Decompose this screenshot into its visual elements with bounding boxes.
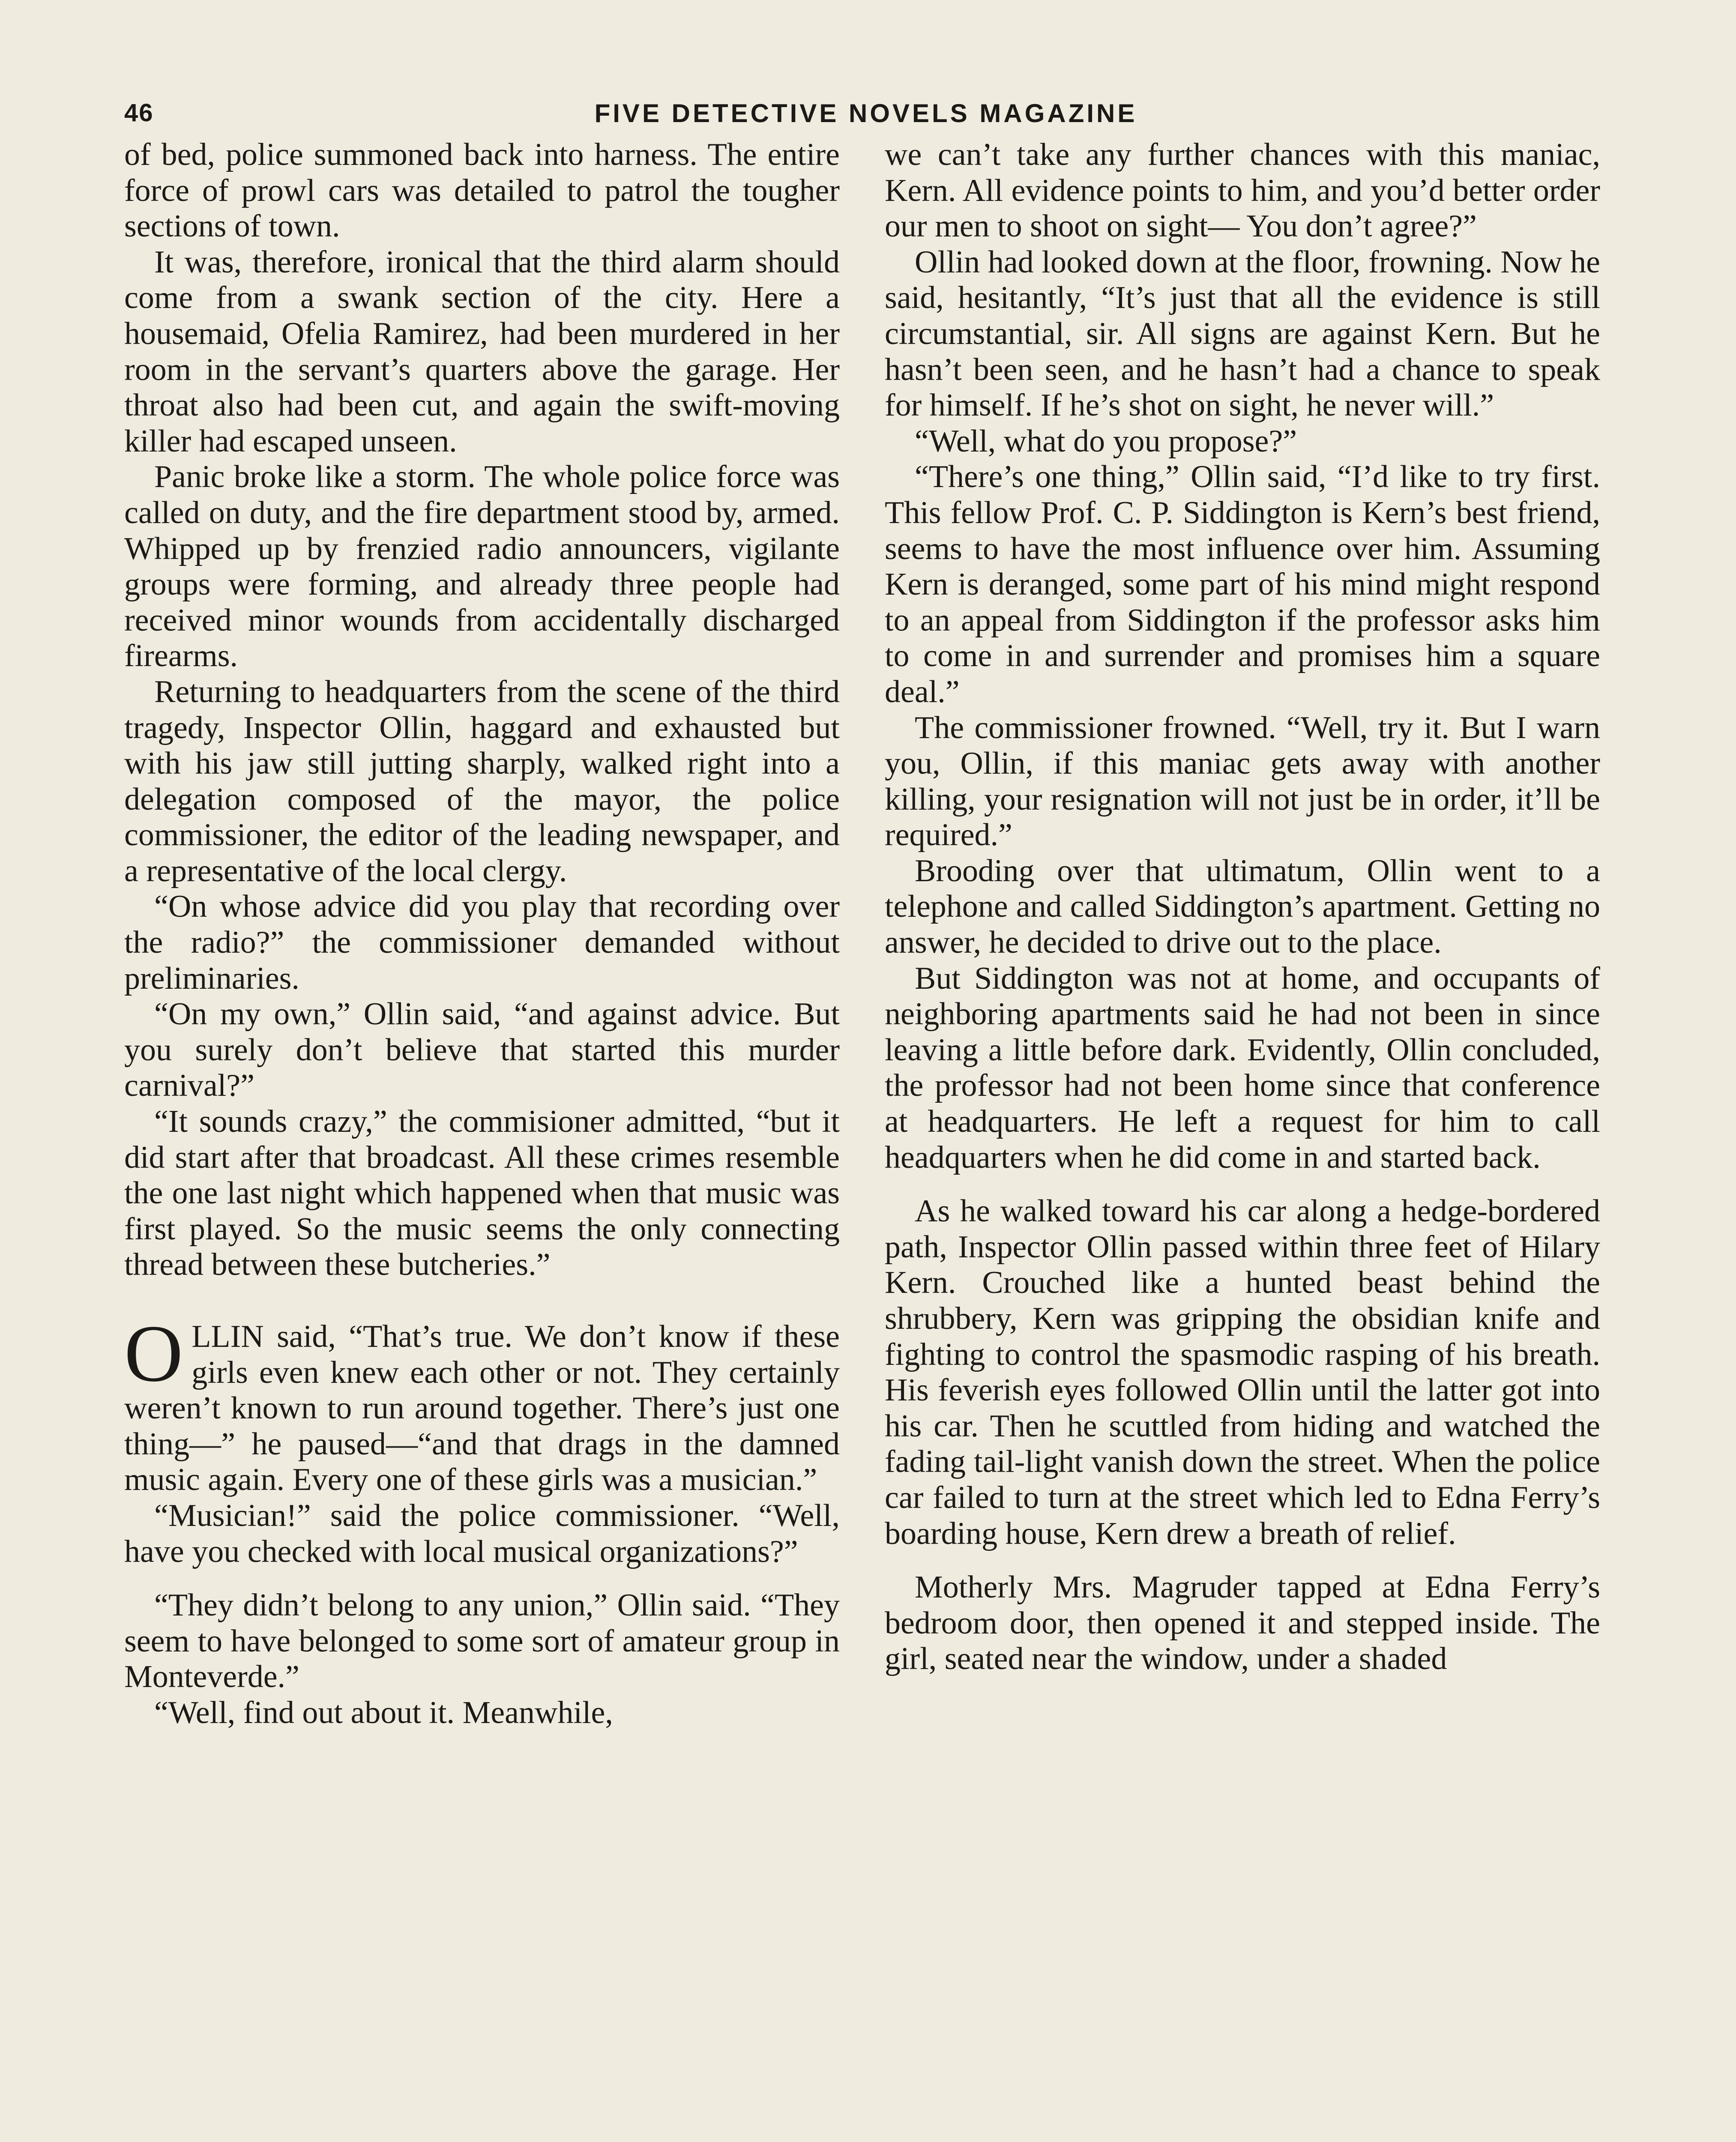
paragraph: we can’t take any further chances with this maniac, Kern. All evidence points to him, and you’d better order our men to shoot on sight— You don’t agree?”	[885, 137, 1600, 244]
paragraph: “On my own,” Ollin said, “and against advice. But you surely don’t believe that started this murder carnival?”	[124, 996, 840, 1104]
section-opening-paragraph	[124, 1309, 840, 1498]
paragraph: “It sounds crazy,” the commisioner admitted, “but it did start after that broadcast. All these crimes resemble the one last night which happened when that music was first played. So the music seems the only connecting thread between these butcheries.”	[124, 1104, 840, 1283]
right-column	[885, 137, 1600, 1677]
paragraph: The commissioner frowned. “Well, try it. But I warn you, Ollin, if this maniac gets away with another killing, your resignation will not just be in order, it’ll be required.”	[885, 710, 1600, 853]
paragraph: “They didn’t belong to any union,” Ollin said. “They seem to have belonged to some sort of amateur group in Monteverde.”	[124, 1588, 840, 1695]
magazine-title: FIVE DETECTIVE NOVELS MAGAZINE	[594, 99, 1137, 128]
paragraph: “Well, what do you propose?”	[915, 423, 1297, 459]
paragraph: “Musician!” said the police commissioner. “Well, have you checked with local musical organizations?”	[124, 1498, 840, 1569]
paragraph: “Well, find out about it. Meanwhile,	[154, 1695, 613, 1730]
paragraph: As he walked toward his car along a hedge-bordered path, Inspector Ollin passed within three feet of Hilary Kern. Crouched like a hunted beast behind the shrubbery, Kern was gripping the obsidian knife and fighting to control the spasmodic rasping of his breath. His feverish eyes followed Ollin until the latter got into his car. Then he scuttled from hiding and watched the fading tail-light vanish down the street. When the police car failed to turn at the street which led to Edna Ferry’s boarding house, Kern drew a breath of relief.	[885, 1194, 1600, 1551]
paragraph-text: LLIN said, “That’s true. We don’t know if these girls even knew each other or not. They certainly weren’t known to run around together. There’s just one thing—” he paused—“and that drags in the damned music again. Every one of these girls was a musician.”	[124, 1319, 840, 1498]
paragraph: Returning to headquarters from the scene of the third tragedy, Inspector Ollin, haggard and exhausted but with his jaw still jutting sharply, walked right into a delegation composed of the mayor, the police commissioner, the editor of the leading newspaper, and a representative of the local clergy.	[124, 674, 840, 889]
paragraph: Panic broke like a storm. The whole police force was called on duty, and the fire department stood by, armed. Whipped up by frenzied radio announcers, vigilante groups were forming, and already three people had received minor wounds from accidentally discharged firearms.	[124, 459, 840, 674]
paragraph: of bed, police summoned back into harness. The entire force of prowl cars was detailed to patrol the tougher sections of town.	[124, 137, 840, 244]
running-head	[124, 99, 1607, 137]
paragraph: Motherly Mrs. Magruder tapped at Edna Ferry’s bedroom door, then opened it and stepped inside. The girl, seated near the window, under a shaded	[885, 1570, 1600, 1677]
paragraph: It was, therefore, ironical that the third alarm should come from a swank section of the city. Here a housemaid, Ofelia Ramirez, had been murdered in her room in the servant’s quarters above the garage. Her throat also had been cut, and again the swift-moving killer had escaped unseen.	[124, 244, 840, 459]
paragraph: Ollin had looked down at the floor, frowning. Now he said, hesitantly, “It’s just that all the evidence is still circumstantial, sir. All signs are against Kern. But he hasn’t been seen, and he hasn’t had a chance to speak for himself. If he’s shot on sight, he never will.”	[885, 244, 1600, 423]
page-number: 46	[124, 99, 154, 127]
paragraph: “There’s one thing,” Ollin said, “I’d like to try first. This fellow Prof. C. P. Siddington is Kern’s best friend, seems to have the most influence over him. Assuming Kern is deranged, some part of his mind might respond to an appeal from Siddington if the professor asks him to come in and surrender and promises him a square deal.”	[885, 459, 1600, 709]
left-column	[124, 137, 840, 1731]
paragraph: “On whose advice did you play that recording over the radio?” the commissioner demanded without preliminaries.	[124, 889, 840, 996]
paragraph: But Siddington was not at home, and occupants of neighboring apartments said he had not been in since leaving a little before dark. Evidently, Ollin concluded, the professor had not been home since that conference at headquarters. He left a request for him to call headquarters when he did come in and started back.	[885, 960, 1600, 1175]
paragraph: Brooding over that ultimatum, Ollin went to a telephone and called Siddington’s apartment. Getting no answer, he decided to drive out to the place.	[885, 853, 1600, 960]
drop-cap: O	[124, 1309, 183, 1399]
